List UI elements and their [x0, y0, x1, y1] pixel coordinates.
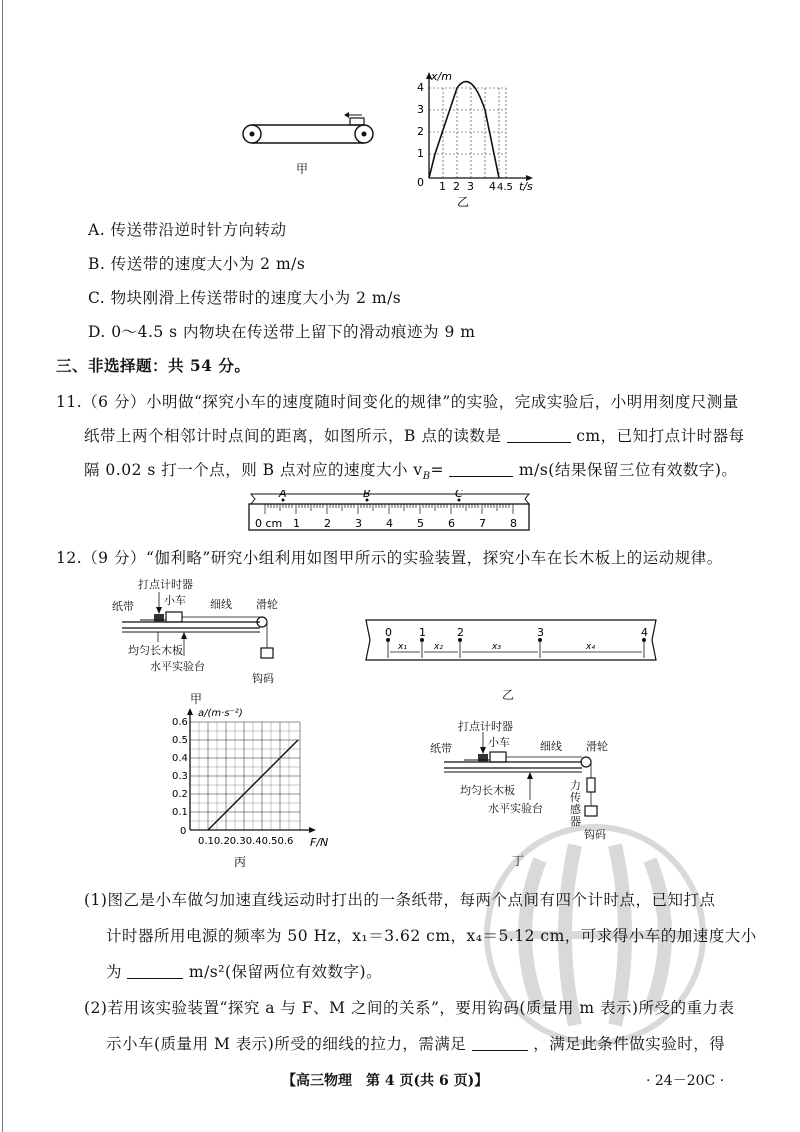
ruler-point-b: B — [363, 490, 371, 500]
fig-jia-caption: 甲 — [296, 162, 309, 176]
xt-x-label: t/s — [519, 180, 533, 193]
section-3-heading: 三、非选择题：共 54 分。 — [56, 356, 251, 375]
jia-board-label: 均匀长木板 — [128, 644, 183, 657]
ruler-unit: 0 cm — [255, 517, 283, 530]
tape-point-0: 0 — [385, 626, 392, 639]
af-ytick-01: 0.1 — [172, 807, 188, 818]
q11-vb-blank[interactable] — [449, 462, 513, 477]
xt-ytick-3: 3 — [417, 103, 424, 116]
fig-xt-graph — [405, 68, 545, 212]
ding-table-label: 水平实验台 — [488, 802, 543, 815]
tape-point-3: 3 — [537, 626, 544, 639]
af-xticks: 0.10.20.30.40.50.6 — [198, 836, 294, 847]
tape-x1: x₁ — [398, 642, 407, 652]
q12-p2-line1: (2)若用该实验装置“探究 a 与 F、M 之间的关系”，要用钩码(质量用 m 表示)所受的重力表 — [84, 999, 735, 1017]
option-b: B. 传送带的速度大小为 2 m/s — [88, 255, 306, 273]
ruler-point-c: C — [455, 490, 463, 500]
xt-xtick-45: 4.5 — [497, 182, 513, 193]
q11-line1: 11.（6 分）小明做“探究小车的速度随时间变化的规律”的实验，完成实验后，小明用刻度尺测量 — [56, 393, 739, 411]
ruler-svg — [245, 490, 535, 536]
ruler-num-1: 1 — [293, 517, 300, 530]
q12-p1-line2: 计时器所用电源的频率为 50 Hz，x₁＝3.62 cm，x₄＝5.12 cm，可求得小车的加速度大小 — [106, 927, 757, 945]
q12-p1-line3 — [106, 960, 382, 982]
fig-paper-tape — [356, 612, 666, 676]
ruler-point-a: A — [279, 490, 287, 500]
af-y-label: a/(m·s⁻²) — [198, 708, 243, 719]
jia-car-label: 小车 — [164, 594, 186, 607]
ruler-figure — [245, 490, 535, 540]
q11-line3-b: m/s(结果保留三位有效数字)。 — [518, 461, 738, 479]
af-origin: 0 — [180, 826, 187, 837]
ruler-num-4: 4 — [386, 517, 393, 530]
tape-point-1: 1 — [419, 626, 426, 639]
option-c: C. 物块刚滑上传送带时的速度大小为 2 m/s — [88, 289, 402, 307]
page-left-border — [2, 0, 3, 1132]
ding-timer-label: 打点计时器 — [458, 720, 513, 733]
option-d: D. 0～4.5 s 内物块在传送带上留下的滑动痕迹为 9 m — [88, 323, 476, 341]
jia-string-label: 细线 — [210, 598, 232, 611]
q12-line1: 12.（9 分）“伽利略”研究小组利用如图甲所示的实验装置，探究小车在长木板上的运动规律。 — [56, 549, 723, 567]
xt-xtick-1: 1 — [439, 180, 446, 193]
ruler-num-2: 2 — [324, 517, 331, 530]
q11-line2-b: cm，已知打点计时器每 — [576, 427, 745, 445]
fig-conveyor-belt — [240, 112, 380, 156]
q12-condition-blank[interactable] — [472, 1036, 528, 1051]
q11-line3 — [84, 458, 737, 482]
option-a: A. 传送带沿逆时针方向转动 — [88, 221, 287, 239]
xt-xtick-2: 2 — [453, 180, 460, 193]
xt-xtick-3: 3 — [467, 180, 474, 193]
ruler-num-5: 5 — [417, 517, 424, 530]
fig-apparatus-jia-caption: 甲 — [190, 692, 203, 706]
tape-x4: x₄ — [586, 642, 595, 652]
footer-title: 【高三物理 第 4 页(共 6 页)】 — [282, 1073, 489, 1089]
ding-sensor-label: 力传感器 — [570, 779, 581, 828]
af-ytick-04: 0.4 — [172, 753, 188, 764]
ruler-num-3: 3 — [355, 517, 362, 530]
ding-string-label: 细线 — [540, 740, 562, 753]
xt-graph-svg — [405, 68, 545, 208]
q11-line3-sub: B — [422, 471, 431, 483]
q12-p1-line3-a: 为 — [106, 963, 123, 981]
af-ytick-03: 0.3 — [172, 771, 188, 782]
paper-tape-svg — [356, 612, 666, 672]
tape-x2: x₂ — [434, 642, 443, 652]
fig-af-caption: 丙 — [234, 855, 247, 869]
q12-p2-line2 — [106, 1032, 725, 1054]
fig-paper-tape-caption: 乙 — [502, 688, 515, 702]
xt-y-label: x/m — [431, 70, 452, 83]
xt-origin: 0 — [417, 176, 424, 189]
xt-ytick-2: 2 — [417, 125, 424, 138]
jia-timer-label: 打点计时器 — [138, 578, 193, 591]
jia-tape-label: 纸带 — [112, 600, 134, 613]
q12-p1-line1: (1)图乙是小车做匀加速直线运动时打出的一条纸带，每两个点间有四个计时点，已知打点 — [84, 891, 716, 909]
af-graph-svg — [160, 704, 350, 874]
tape-x3: x₃ — [492, 642, 501, 652]
ding-weight-label: 钩码 — [584, 828, 606, 841]
ding-tape-label: 纸带 — [430, 742, 452, 755]
footer-code: · 24－20C · — [646, 1073, 725, 1089]
jia-pulley-label: 滑轮 — [256, 598, 278, 611]
q12-acceleration-blank[interactable] — [127, 964, 183, 979]
ruler-num-6: 6 — [448, 517, 455, 530]
ding-car-label: 小车 — [488, 736, 510, 749]
fig-apparatus-jia — [110, 574, 290, 708]
q11-line2 — [84, 424, 745, 446]
q12-p2-line2-a: 示小车(质量用 M 表示)所受的细线的拉力，需满足 — [106, 1035, 467, 1053]
q12-p2-line2-b: ，满足此条件做实验时，得 — [533, 1035, 726, 1053]
q11-line3-eq: = — [430, 461, 445, 479]
fig-apparatus-ding-caption: 丁 — [512, 854, 525, 868]
af-ytick-05: 0.5 — [172, 735, 188, 746]
ruler-num-7: 7 — [479, 517, 486, 530]
q11-b-reading-blank[interactable] — [507, 428, 571, 443]
conveyor-belt-diagram — [240, 112, 380, 152]
q12-p1-line3-b: m/s²(保留两位有效数字)。 — [188, 963, 383, 981]
q11-line3-a: 隔 0.02 s 打一个点，则 B 点对应的速度大小 v — [84, 461, 423, 479]
ding-board-label: 均匀长木板 — [460, 784, 515, 797]
af-x-label: F/N — [310, 836, 329, 849]
xt-xtick-4: 4 — [489, 180, 496, 193]
af-ytick-02: 0.2 — [172, 789, 188, 800]
tape-point-4: 4 — [641, 626, 648, 639]
q11-line2-a: 纸带上两个相邻计时点间的距离，如图所示，B 点的读数是 — [84, 427, 502, 445]
tape-point-2: 2 — [457, 626, 464, 639]
xt-ytick-1: 1 — [417, 147, 424, 160]
af-ytick-06: 0.6 — [172, 717, 188, 728]
ruler-num-8: 8 — [510, 517, 517, 530]
fig-af-graph — [160, 704, 350, 878]
xt-ytick-4: 4 — [417, 81, 424, 94]
jia-weight-label: 钩码 — [252, 672, 274, 685]
jia-table-label: 水平实验台 — [150, 660, 205, 673]
ding-pulley-label: 滑轮 — [586, 740, 608, 753]
fig-yi-top-caption: 乙 — [457, 195, 470, 208]
